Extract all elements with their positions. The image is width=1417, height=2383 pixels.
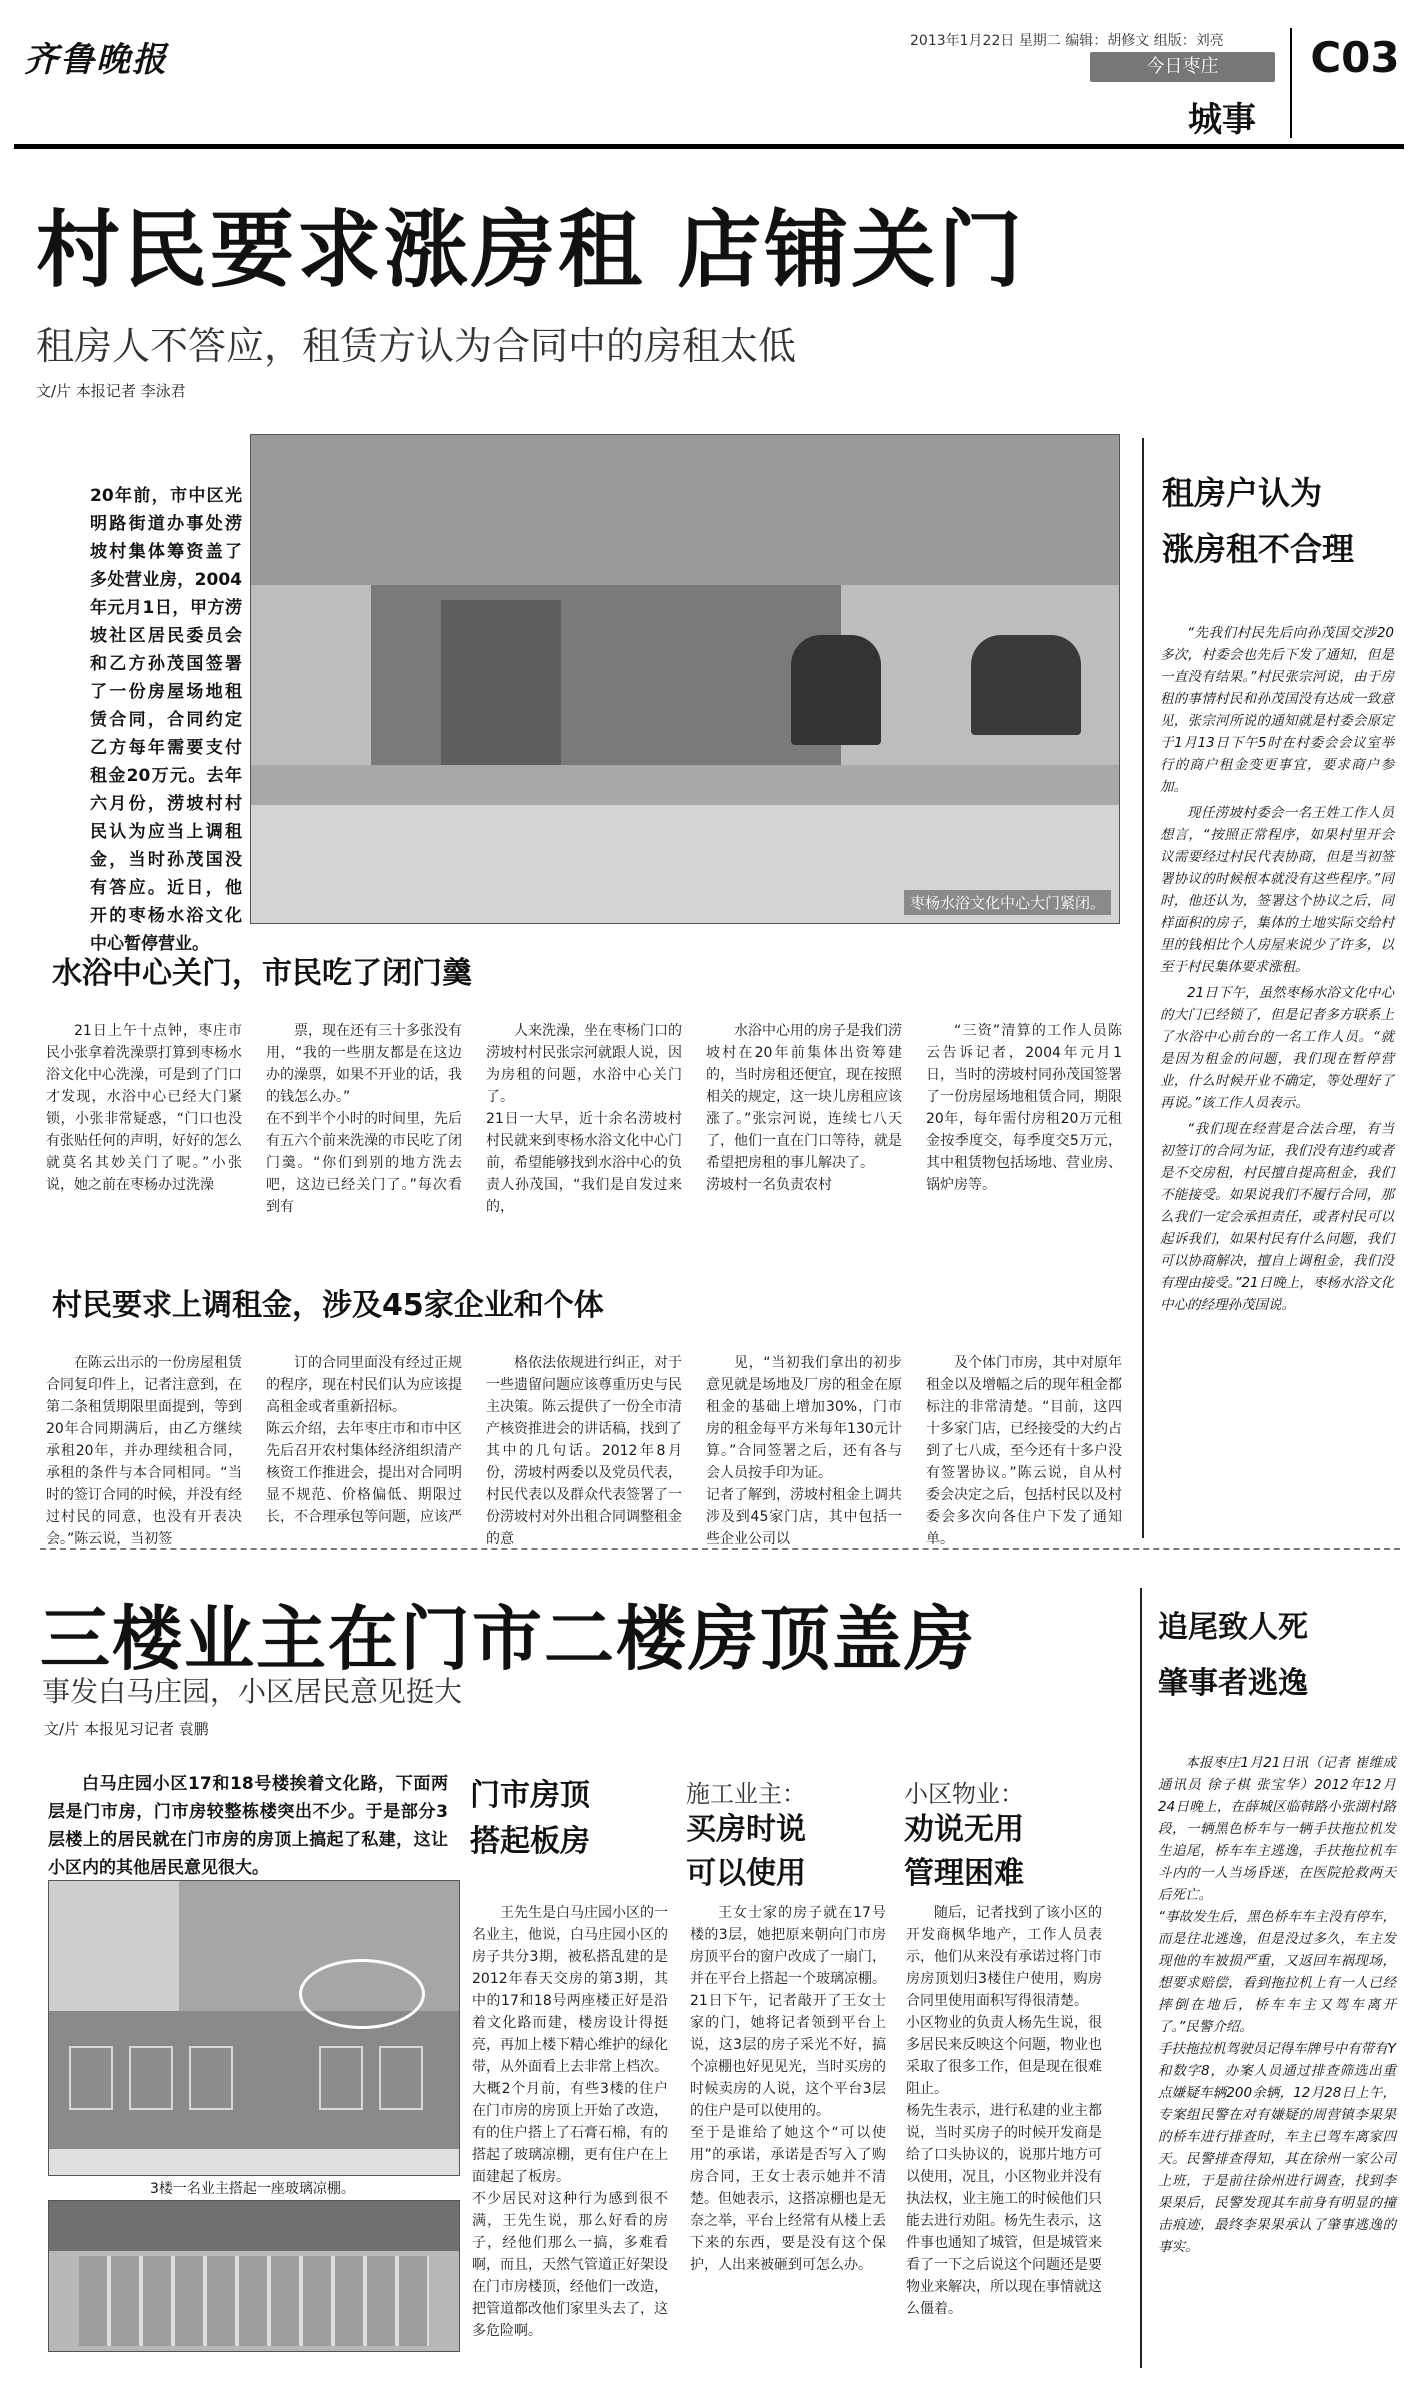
section-pill: 今日枣庄 — [1090, 52, 1275, 82]
sidebar-paragraph: “先我们村民先后向孙茂国交涉20多次，村委会也先后下发了通知，但是一直没有结果。”村民张宗河说，由于房租的事情村民和孙茂国没有达成一致意见，张宗河所说的通知就是村委会原定于1月13日下午5时在村委会会议室举行的商户租金变更事宜，要求商户参加。 — [1160, 625, 1394, 795]
highlight-circle — [299, 1959, 425, 2029]
page-code: C03 — [1310, 33, 1400, 82]
section1-col: 票，现在还有三十多张没有用，“我的一些朋友都是在这边办的澡票，如果不开业的话，我的钱怎么办。” 在不到半个小时的时间里，先后有五六个前来洗澡的市民吃了闭门羹。“你们到别的地方洗去吧，这边已经关门了。”每次看到有 — [266, 1023, 462, 1215]
sidebar2-head-line1: 追尾致人死 — [1158, 1610, 1308, 1645]
kicker1-line2: 搭起板房 — [470, 1824, 590, 1859]
article2-subhead: 事发白马庄园，小区居民意见挺大 — [42, 1675, 463, 1708]
sidewalk — [49, 2149, 459, 2175]
section2-col: 订的合同里面没有经过正规的程序，现在村民们认为应该提高租金或者重新招标。 陈云介绍，去年枣庄市和市中区先后召开农村集体经济组织清产核资工作推进会，提出对合同明显不规范、价格偏低、期限过长，不合理承包等问题，应该严 — [266, 1355, 462, 1525]
edition-info: 2013年1月22日 星期二 编辑：胡修文 组版：刘亮 — [910, 33, 1224, 49]
article2-col3: 随后，记者找到了该小区的开发商枫华地产，工作人员表示，他们从来没有承诺过将门市房房顶划归3楼住户使用，购房合同里使用面积写得很清楚。 小区物业的负责人杨先生说，很多居民来反映这个问题，物业也采取了很多工作，但是现在很难阻止。 杨先生表示，进行私建的业主都说，当时买房子的时候开发商是给了口头协议的，说那片地方可以使用，况且，小区物业并没有执法权，业主施工的时候他们只能去进行劝阻。杨先生表示，这件事也通知了城管，但是城管来看了一下之后说这个问题还是要物业来解决，所以现在事情就这么僵着。 — [906, 1905, 1102, 2317]
entrance-steps — [251, 765, 1119, 805]
section-name: 城事 — [1188, 100, 1256, 140]
section2-col: 在陈云出示的一份房屋租赁合同复印件上，记者注意到，在第二条租赁期限里面提到，等到20年合同期满后，由乙方继续承租20年，并办理续租合同，承租的条件与本合同相同。“当时的签订合同的时候，并没有经过村民的同意，也没有开表决会。”陈云说，当初签 — [46, 1355, 242, 1547]
section2-title: 村民要求上调租金，涉及45家企业和个体 — [52, 1288, 604, 1323]
storefront-photo — [250, 434, 1120, 924]
kicker3-line2: 管理困难 — [904, 1856, 1024, 1891]
kicker2-label: 施工业主： — [686, 1780, 806, 1808]
arched-window — [319, 2046, 363, 2110]
section1-col: 水浴中心用的房子是我们涝坡村在20年前集体出资筹建的，当时房租还便宜，现在按照相关的规定，这一块儿房租应该涨了。”张宗河说，连续七八天了，他们一直在门口等待，就是希望把房租的事儿解决了。 涝坡村一名负责农村 — [706, 1023, 902, 1193]
photo2-caption: 3楼一名业主搭起一座玻璃凉棚。 — [150, 2181, 355, 2197]
kicker3-label: 小区物业： — [904, 1780, 1024, 1808]
sidebar-head-line2: 涨房租不合理 — [1162, 530, 1355, 568]
shed-glass-panels — [79, 2256, 429, 2346]
villagers-group — [791, 635, 881, 745]
section2-col: 格依法依规进行纠正，对于一些遗留问题应该尊重历史与民主决策。陈云提供了一份全市清产核资推进会的讲话稿，找到了其中的几句话。2012年8月份，涝坡村两委以及党员代表，村民代表以及群众代表签署了一份涝坡村对外出租合同调整租金的意 — [486, 1355, 682, 1547]
section1-col: 21日上午十点钟，枣庄市民小张拿着洗澡票打算到枣杨水浴文化中心洗澡，可是到了门口才发现，水浴中心已经大门紧锁，小张非常疑惑，“门口也没有张贴任何的声明，好好的怎么就莫名其妙关门了呢。”小张说，她之前在枣杨办过洗澡 — [46, 1023, 242, 1193]
building-facade — [251, 435, 1119, 585]
kicker2-line1: 买房时说 — [686, 1812, 806, 1847]
sidebar-head-line1: 租房户认为 — [1162, 474, 1323, 512]
sidebar-paragraph: 现任涝坡村委会一名王姓工作人员想言，“按照正常程序，如果村里开会议需要经过村民代表协商，但是当初签署协议的时候根本就没有这些程序。”同时，他还认为，签署这个协议之后，同样面积的房子，集体的土地实际交给村里的钱相比个人房屋来说少了许多，以至于村民集体要求涨租。 — [1160, 805, 1394, 975]
section2-col: 见，“当初我们拿出的初步意见就是场地及厂房的租金在原租金的基础上增加30%，门市房的租金每平方米每年130元计算。”合同签署之后，还有各与会人员按手印为证。 记者了解到，涝坡村租金上调共涉及到45家门店，其中包括一些企业公司以 — [706, 1355, 902, 1547]
article2-col1: 王先生是白马庄园小区的一名业主，他说，白马庄园小区的房子共分3期，被私搭乱建的是2012年春天交房的第3期，其中的17和18号两座楼正好是沿着文化路而建，楼房设计得挺亮，再加上楼下精心维护的绿化带，从外面看上去非常上档次。 大概2个月前，有些3楼的住户在门市房的房顶上开始了改造，有的住户搭上了石膏石棉，有的搭起了玻璃凉棚，更有住户在上面建起了板房。 不少居民对这种行为感到很不满，王先生说，那么好看的房子，经他们那么一搞，多难看啊，而且，天然气管道正好架设在门市房楼顶，经他们一改造，把管道都改他们家里头去了，这多危险啊。 — [472, 1905, 668, 2339]
locked-door — [441, 600, 561, 770]
article1-byline: 文/片 本报记者 李泳君 — [36, 382, 186, 400]
article2-headline: 三楼业主在门市二楼房顶盖房 — [40, 1598, 976, 1680]
sidebar-paragraph: “我们现在经营是合法合理，有当初签订的合同为证，我们没有违约或者是不交房租，村民擅自提高租金，我们不能接受。如果说我们不履行合同，那么我们一定会承担责任，或者村民可以起诉我们，如果村民有什么问题，我们可以协商解决，擅自上调租金，我们没有理由接受。”21日晚上，枣杨水浴文化中心的经理孙茂国说。 — [1160, 1121, 1394, 1313]
masthead-divider — [1290, 28, 1292, 138]
column-divider — [1142, 438, 1144, 1538]
kicker3-line1: 劝说无用 — [904, 1812, 1024, 1847]
arched-window — [69, 2046, 113, 2110]
kicker2-line2: 可以使用 — [686, 1856, 806, 1891]
section1-col: 人来洗澡，坐在枣杨门口的涝坡村村民张宗河就跟人说，因为房租的问题，水浴中心关门了。 21日一大早，近十余名涝坡村村民就来到枣杨水浴文化中心门前，希望能够找到水浴中心的负责人孙茂国，“我们是自发过来的， — [486, 1023, 682, 1215]
arched-window — [379, 2046, 423, 2110]
sidebar2-body: 本报枣庄1月21日讯（记者 崔维成 通讯员 徐子棋 张宝华）2012年12月24日晚上，在薛城区临韩路小张湖村路段，一辆黑色桥车与一辆手扶拖拉机发生追尾，桥车车主逃逸，手扶拖拉机车斗内的一人当场昏迷，在医院抢救两天后死亡。 “事故发生后，黑色桥车车主没有停车，而是往北逃逸，但是没过多久，车主发现他的车被损严重，又返回车祸现场，想要求赔偿，看到拖拉机上有一人已经摔倒在地后，桥车车主又驾车离开了。”民警介绍。 手扶拖拉机驾驶员记得车牌号中有带有Y和数字8，办案人员通过排查筛选出重点嫌疑车辆200余辆，12月28日上午，专案组民警在对有嫌疑的周营镇李果果的桥车进行排查时，车主已驾车离家四天。民警排查得知，其在徐州一家公司上班，于是前往徐州进行调查，找到李果果后，民警发现其车前身有明显的撞击痕迹，最终李果果承认了肇事逃逸的事实。 — [1158, 1755, 1396, 2255]
section1-title: 水浴中心关门，市民吃了闭门羹 — [52, 956, 472, 991]
building-photo — [48, 1880, 460, 2176]
sidebar-body — [1160, 622, 1394, 1527]
section1-col: “三资”清算的工作人员陈云告诉记者，2004年元月1日，当时的涝坡村同孙茂国签署了一份房屋场地租赁合同，期限20年，每年需付房租20万元租金按季度交，每季度交5万元，其中租赁物包括场地、营业房、锅炉房等。 — [926, 1023, 1122, 1193]
article-separator — [40, 1548, 1400, 1550]
sidebar2-head-line2: 肇事者逃逸 — [1158, 1666, 1308, 1701]
arched-window — [189, 2046, 233, 2110]
article2-byline: 文/片 本报见习记者 袁鹏 — [44, 1720, 209, 1738]
sidebar-paragraph: 21日下午，虽然枣杨水浴文化中心的大门已经锁了，但是记者多方联系上了水浴中心前台的一名工作人员。“就是因为租金的问题，我们现在暂停营业，什么时候开业不确定，等处理好了再说。”该工作人员表示。 — [1160, 985, 1394, 1111]
arched-window — [129, 2046, 173, 2110]
masthead-rule — [14, 144, 1404, 149]
article2-lede: 白马庄园小区17和18号楼挨着文化路，下面两层是门市房，门市房较整栋楼突出不少。于是部分3层楼上的居民就在门市房的房顶上搞起了私建，这让小区内的其他居民意见很大。 — [48, 1774, 448, 1878]
section2-col: 及个体门市房，其中对原年租金以及增幅之后的现年租金都标注的非常清楚。“目前，这四十多家门店，已经接受的大约占到了七八成，至今还有十多户没有签署协议。”陈云说，自从村委会决定之后，包括村民以及村委会多次向各住户下发了通知单。 — [926, 1355, 1122, 1547]
article1-headline: 村民要求涨房租 店铺关门 — [36, 201, 1026, 299]
column-divider — [1140, 1588, 1142, 2368]
photo-caption: 枣杨水浴文化中心大门紧闭。 — [904, 890, 1111, 915]
article1-lede: 20年前，市中区光明路街道办事处涝坡村集体筹资盖了多处营业房，2004年元月1日，甲方涝坡社区居民委员会和乙方孙茂国签署了一份房屋场地租赁合同，合同约定乙方每年需要支付租金20万元。去年六月份，涝坡村村民认为应当上调租金，当时孙茂国没有答应。近日，他开的枣杨水浴文化中心暂停营业。 — [90, 486, 242, 954]
kicker1-line1: 门市房顶 — [470, 1778, 590, 1813]
newspaper-title: 齐鲁晚报 — [24, 40, 168, 80]
villagers-group-right — [971, 635, 1081, 735]
shed-roof — [49, 2201, 459, 2251]
article1-subhead: 租房人不答应，租赁方认为合同中的房租太低 — [36, 324, 797, 368]
article2-col2: 王女士家的房子就在17号楼的3层，她把原来朝向门市房房顶平台的窗户改成了一扇门，并在平台上搭起一个玻璃凉棚。 21日下午，记者敲开了王女士家的门，她将记者领到平台上说，这3层的房子采光不好，搞个凉棚也好见见光，当时买房的时候卖房的人说，这个平台3层的住户是可以使用的。 至于是谁给了她这个“可以使用”的承诺，承诺是否写入了购房合同，王女士表示她并不清楚。但她表示，这搭凉棚也是无奈之举，平台上经常有从楼上丢下来的东西，要是没有这个保护，人出来被砸到可怎么办。 — [690, 1905, 886, 2273]
glass-shed-photo — [48, 2200, 460, 2352]
